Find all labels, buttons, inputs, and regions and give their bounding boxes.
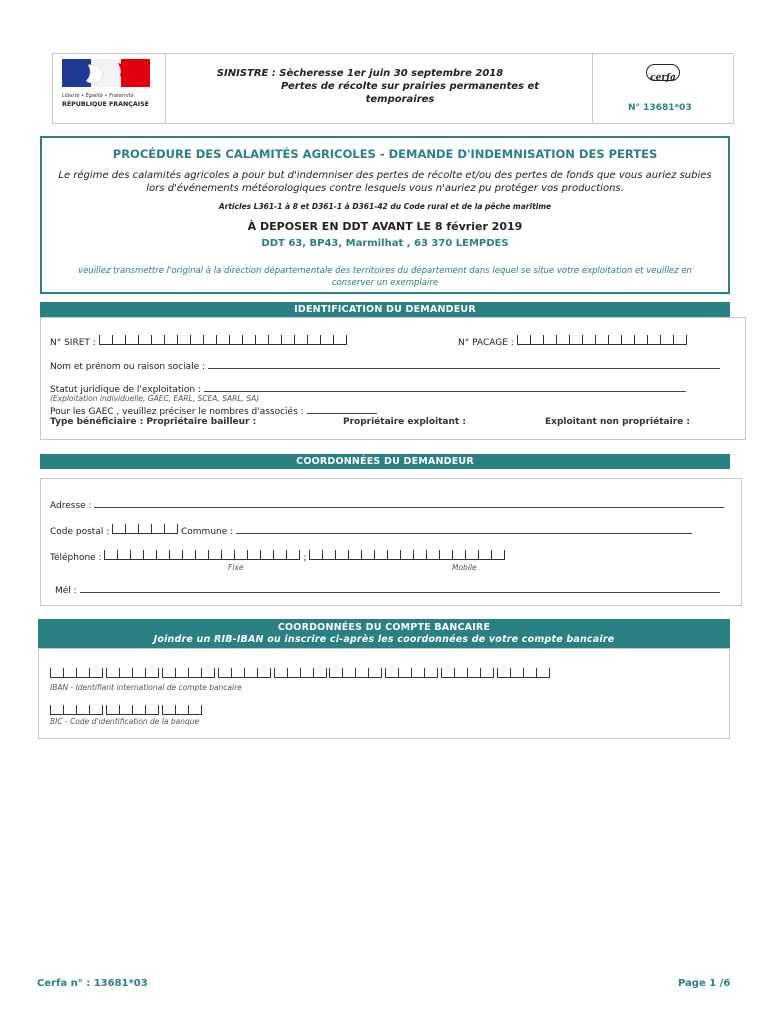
- type-proprietaire-exploitant[interactable]: Propriétaire exploitant :: [343, 417, 466, 427]
- mobile-hint: Mobile: [452, 563, 477, 572]
- header-divider-left: [165, 53, 166, 124]
- coordonnees-heading: COORDONNÉES DU DEMANDEUR: [40, 454, 730, 469]
- gaec-label: Pour les GAEC , veuillez préciser le nombres d'associés :: [50, 407, 304, 417]
- pacage-label: N° PACAGE :: [458, 338, 514, 348]
- cp-input[interactable]: [112, 524, 178, 537]
- commune-label: Commune :: [181, 527, 234, 537]
- adresse-input[interactable]: [94, 499, 724, 508]
- header-title: [170, 67, 590, 106]
- identification-heading: IDENTIFICATION DU DEMANDEUR: [40, 302, 730, 317]
- pacage-input[interactable]: [517, 335, 687, 348]
- procedure-title: PROCÉDURE DES CALAMITÉS AGRICOLES - DEMANDE D'INDEMNISATION DES PERTES: [112, 147, 658, 161]
- tel-separator: ;: [303, 553, 307, 563]
- name-input[interactable]: [208, 360, 720, 369]
- title-line-3: temporaires: [365, 94, 435, 105]
- statut-label: Statut juridique de l'exploitation :: [50, 385, 202, 395]
- flag-icon: [62, 59, 150, 87]
- statut-hint: (Exploitation individuelle, GAEC, EARL, SCEA, SARL, SA): [50, 394, 260, 403]
- cp-commune-row: [50, 524, 692, 537]
- type-beneficiaire-bailleur[interactable]: Type bénéficiaire : Propriétaire bailleur :: [50, 417, 257, 427]
- siret-row: [50, 335, 347, 348]
- logo-republique: RÉPUBLIQUE FRANÇAISE: [62, 101, 149, 108]
- cerfa-logo: [646, 64, 680, 81]
- title-line-2: Pertes de récolte sur prairies permanentes et: [280, 81, 540, 92]
- statut-input[interactable]: [204, 383, 686, 392]
- mel-label: Mél :: [55, 586, 77, 596]
- tel-mobile-input[interactable]: [309, 550, 505, 563]
- mel-row: [55, 584, 720, 596]
- type-exploitant-non-proprietaire[interactable]: Exploitant non propriétaire :: [545, 417, 690, 427]
- intro-text-line-2: lors d'événements météorologiques contre lesquels vous n'auriez pu protéger vos productions.: [146, 183, 624, 194]
- commune-input[interactable]: [236, 525, 692, 534]
- name-row: [50, 360, 720, 372]
- iban-input[interactable]: [50, 668, 550, 681]
- banque-heading: [38, 619, 730, 648]
- pacage-row: [458, 335, 687, 348]
- marianne-logo: [62, 59, 152, 113]
- adresse-row: [50, 499, 724, 511]
- siret-label: N° SIRET :: [50, 338, 96, 348]
- title-line-1: SINISTRE : Sècheresse 1er juin 30 septembre 2018: [216, 68, 504, 79]
- cerfa-logo-text: cerfa: [650, 73, 676, 83]
- cp-label: Code postal :: [50, 527, 110, 537]
- footer-cerfa-ref: Cerfa n° : 13681*03: [37, 978, 148, 989]
- adresse-label: Adresse :: [50, 501, 92, 511]
- tel-fixe-input[interactable]: [104, 550, 300, 563]
- form-number: N° 13681*03: [628, 103, 692, 113]
- banque-title: COORDONNÉES DU COMPTE BANCAIRE: [277, 622, 491, 633]
- articles-reference: Articles L361-1 à 8 et D361-1 à D361-42 du Code rural et de la pêche maritime: [218, 202, 552, 211]
- gaec-row: [50, 405, 377, 417]
- notice-line-1: veuillez transmettre l'original à la direction départementale des territoires du département dans lequel se situe votre exploitation et veuillez en: [78, 266, 692, 276]
- iban-hint: IBAN - Identifiant international de compte bancaire: [50, 683, 242, 692]
- tel-label: Téléphone :: [50, 553, 102, 563]
- telephone-row: [50, 550, 505, 563]
- name-label: Nom et prénom ou raison sociale :: [50, 362, 206, 372]
- logo-motto: Liberté • Égalité • Fraternité: [62, 93, 134, 99]
- banque-subtitle: Joindre un RIB-IBAN ou inscrire ci-après les coordonnées de votre compte bancaire: [153, 634, 615, 645]
- mel-input[interactable]: [80, 584, 720, 593]
- header-divider-right: [592, 53, 593, 124]
- intro-text-line-1: Le régime des calamités agricoles a pour but d'indemniser des pertes de récolte et/ou des pertes de fonds que vous auriez subies: [58, 170, 712, 181]
- bic-hint: BIC - Code d'identification de la banque: [50, 717, 200, 726]
- footer-page-number: Page 1 /6: [678, 978, 731, 989]
- ddt-address: DDT 63, BP43, Marmilhat , 63 370 LEMPDES: [261, 238, 509, 249]
- intro-text: [42, 169, 728, 195]
- transmission-notice: [42, 265, 728, 289]
- gaec-input[interactable]: [307, 405, 377, 414]
- deposit-deadline: À DEPOSER EN DDT AVANT LE 8 février 2019: [247, 220, 523, 233]
- notice-line-2: conserver un exemplaire: [331, 278, 439, 288]
- siret-input[interactable]: [99, 335, 347, 348]
- fixe-hint: Fixe: [228, 563, 244, 572]
